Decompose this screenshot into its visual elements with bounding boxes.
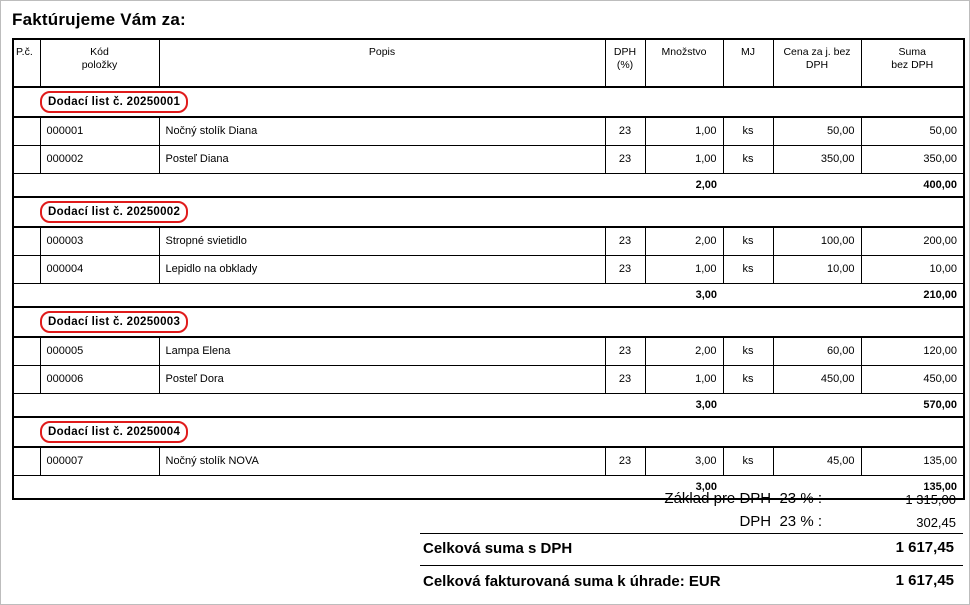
cell-unit: ks [723, 447, 773, 475]
cell-description: Stropné svietidlo [159, 227, 605, 255]
cell-quantity: 1,00 [645, 145, 723, 173]
cell-quantity: 2,00 [645, 227, 723, 255]
table-row [13, 337, 964, 365]
vat-base-value: 1 315,00 [905, 492, 956, 507]
cell-sum: 10,00 [861, 255, 964, 283]
table-row [13, 145, 964, 173]
table-row [13, 117, 964, 145]
cell-quantity: 1,00 [645, 255, 723, 283]
cell-code: 000003 [40, 227, 159, 255]
subtotal-row [13, 283, 964, 307]
subtotal-sum: 135,00 [723, 475, 964, 499]
subtotal-row [13, 393, 964, 417]
vat-amount-value: 302,45 [916, 515, 956, 530]
cell-sum: 350,00 [861, 145, 964, 173]
subtotal-quantity: 3,00 [13, 475, 723, 499]
delivery-note-row [13, 307, 964, 337]
cell-code: 000006 [40, 365, 159, 393]
cell-unit-price: 50,00 [773, 117, 861, 145]
cell-pc [13, 117, 40, 145]
cell-unit: ks [723, 337, 773, 365]
cell-pc [13, 337, 40, 365]
table-row [13, 227, 964, 255]
cell-unit: ks [723, 365, 773, 393]
cell-pc [13, 447, 40, 475]
total-with-vat-value: 1 617,45 [895, 539, 954, 556]
col-header-code: Kód položky [40, 39, 159, 87]
delivery-note-row [13, 87, 964, 117]
invoice-items-table [12, 38, 965, 500]
cell-vat: 23 [605, 365, 645, 393]
cell-unit-price: 10,00 [773, 255, 861, 283]
col-header-description: Popis [159, 39, 605, 87]
vat-base-label: Základ pre DPH 23 % : [664, 490, 822, 507]
cell-description: Posteľ Dora [159, 365, 605, 393]
cell-pc [13, 145, 40, 173]
cell-vat: 23 [605, 227, 645, 255]
cell-quantity: 3,00 [645, 447, 723, 475]
subtotal-quantity: 3,00 [13, 393, 723, 417]
delivery-note-label: Dodací list č. 20250002 [40, 201, 188, 223]
col-header-vat: DPH (%) [605, 39, 645, 87]
cell-unit-price: 60,00 [773, 337, 861, 365]
delivery-note-label: Dodací list č. 20250001 [40, 91, 188, 113]
cell-sum: 120,00 [861, 337, 964, 365]
col-header-unit: MJ [723, 39, 773, 87]
cell-unit: ks [723, 227, 773, 255]
cell-description: Nočný stolík Diana [159, 117, 605, 145]
cell-pc [13, 255, 40, 283]
cell-description: Posteľ Diana [159, 145, 605, 173]
cell-sum: 200,00 [861, 227, 964, 255]
cell-vat: 23 [605, 117, 645, 145]
subtotal-row [13, 173, 964, 197]
cell-unit-price: 450,00 [773, 365, 861, 393]
delivery-note-label: Dodací list č. 20250003 [40, 311, 188, 333]
summary-divider [420, 533, 963, 534]
col-header-quantity: Množstvo [645, 39, 723, 87]
cell-sum: 50,00 [861, 117, 964, 145]
col-header-unit-price: Cena za j. bez DPH [773, 39, 861, 87]
subtotal-sum: 400,00 [723, 173, 964, 197]
vat-amount-label: DPH 23 % : [739, 513, 822, 530]
cell-description: Lepidlo na obklady [159, 255, 605, 283]
subtotal-sum: 210,00 [723, 283, 964, 307]
cell-sum: 135,00 [861, 447, 964, 475]
cell-quantity: 2,00 [645, 337, 723, 365]
cell-code: 000004 [40, 255, 159, 283]
cell-unit: ks [723, 145, 773, 173]
table-row [13, 447, 964, 475]
cell-unit-price: 350,00 [773, 145, 861, 173]
delivery-note-row [13, 417, 964, 447]
cell-sum: 450,00 [861, 365, 964, 393]
cell-code: 000005 [40, 337, 159, 365]
col-header-sum: Suma bez DPH [861, 39, 964, 87]
delivery-note-label: Dodací list č. 20250004 [40, 421, 188, 443]
cell-unit: ks [723, 117, 773, 145]
cell-unit-price: 45,00 [773, 447, 861, 475]
total-due-label: Celková fakturovaná suma k úhrade: EUR [423, 573, 721, 590]
cell-unit: ks [723, 255, 773, 283]
cell-description: Nočný stolík NOVA [159, 447, 605, 475]
cell-quantity: 1,00 [645, 365, 723, 393]
cell-vat: 23 [605, 447, 645, 475]
cell-quantity: 1,00 [645, 117, 723, 145]
table-row [13, 255, 964, 283]
delivery-note-row [13, 197, 964, 227]
cell-code: 000001 [40, 117, 159, 145]
cell-code: 000002 [40, 145, 159, 173]
total-with-vat-label: Celková suma s DPH [423, 540, 573, 557]
table-header-row [13, 39, 964, 87]
cell-pc [13, 365, 40, 393]
subtotal-quantity: 2,00 [13, 173, 723, 197]
col-header-pc: P.č. [13, 39, 40, 87]
invoice-heading: Faktúrujeme Vám za: [12, 10, 186, 29]
table-row [13, 365, 964, 393]
cell-vat: 23 [605, 255, 645, 283]
subtotal-quantity: 3,00 [13, 283, 723, 307]
cell-vat: 23 [605, 145, 645, 173]
subtotal-sum: 570,00 [723, 393, 964, 417]
cell-vat: 23 [605, 337, 645, 365]
summary-divider [420, 565, 963, 566]
cell-unit-price: 100,00 [773, 227, 861, 255]
cell-pc [13, 227, 40, 255]
total-due-value: 1 617,45 [895, 572, 954, 589]
cell-description: Lampa Elena [159, 337, 605, 365]
cell-code: 000007 [40, 447, 159, 475]
